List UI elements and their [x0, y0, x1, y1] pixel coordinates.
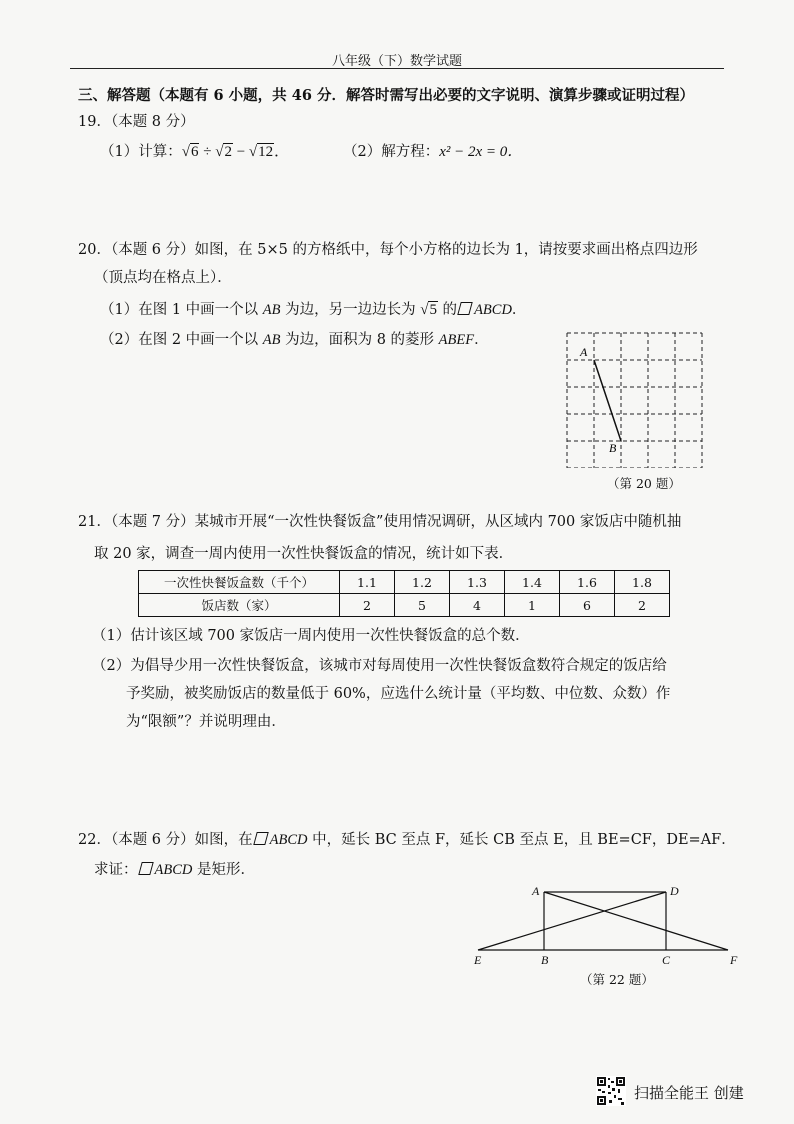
segment-ab: [594, 360, 621, 441]
table-cell: 1.2: [395, 571, 450, 594]
point-a-label: A: [580, 345, 588, 359]
q22-figure: [466, 878, 746, 968]
table-row-header: 饭店数（家）: [139, 594, 340, 617]
point-b-label: B: [609, 441, 617, 455]
table-cell: 1: [505, 594, 560, 617]
q21-part2-line2: 予奖励，被奖励饭店的数量低于 60%，应选什么统计量（平均数、中位数、众数）作: [126, 686, 671, 702]
q21-stat-table: [138, 570, 670, 617]
q21-part2-line1: （2）为倡导少用一次性快餐饭盒，该城市对每周使用一次性快餐饭盒数符合规定的饭店给: [92, 658, 667, 674]
q21-line2: 取 20 家，调查一周内使用一次性快餐饭盒的情况，统计如下表．: [94, 546, 514, 562]
q19-part1-label: （1）计算：: [100, 144, 182, 160]
q20-part1: （1）在图 1 中画一个以 AB 为边，另一边边长为 √5 的 ABCD．: [100, 302, 527, 318]
q20-line2: （顶点均在格点上）．: [94, 270, 232, 286]
table-row-header: 一次性快餐饭盒数（千个）: [139, 571, 340, 594]
q22-caption: （第 22 题）: [580, 972, 654, 987]
parallelogram-symbol: [457, 302, 472, 315]
q21-part1: （1）估计该区域 700 家饭店一周内使用一次性快餐饭盒的总个数．: [92, 628, 530, 644]
table-cell: 5: [395, 594, 450, 617]
point-e-label: E: [474, 953, 482, 967]
table-cell: 1.8: [615, 571, 670, 594]
header-rule: [70, 68, 724, 69]
table-cell: 2: [340, 594, 395, 617]
q21-part2-line3: 为“限额”？并说明理由．: [126, 714, 286, 730]
qr-code-icon: [596, 1076, 626, 1106]
point-b-label: B: [541, 953, 549, 967]
q19-part2-expr: x² − 2x = 0．: [439, 144, 523, 160]
point-a-label: A: [532, 884, 540, 898]
q19-heading: 19．（本题 8 分）: [78, 114, 195, 130]
table-cell: 6: [560, 594, 615, 617]
table-row: [139, 571, 670, 594]
point-c-label: C: [662, 953, 671, 967]
q22-line1: 22．（本题 6 分）如图，在 ABCD 中，延长 BC 至点 F，延长 CB 至点 E，且 BE=CF，DE=AF．: [78, 832, 736, 848]
page-header-title: 八年级（下）数学试题: [331, 54, 462, 69]
q19-part1-expr: √6 ÷ √2 − √12．: [181, 144, 290, 160]
point-f-label: F: [730, 953, 738, 967]
table-row: [139, 594, 670, 617]
q21-line1: 21．（本题 7 分）某城市开展“一次性快餐饭盒”使用情况调研，从区域内 700 家饭店中随机抽: [78, 514, 682, 530]
q19-part2: [343, 140, 522, 161]
q22-line2: 求证： ABCD 是矩形．: [94, 862, 255, 878]
table-cell: 1.6: [560, 571, 615, 594]
q19-part2-label: （2）解方程：: [343, 144, 440, 160]
table-cell: 1.1: [340, 571, 395, 594]
q20-figure-grid: [560, 328, 710, 468]
table-cell: 4: [450, 594, 505, 617]
q20-line1: 20．（本题 6 分）如图，在 5×5 的方格纸中，每个小方格的边长为 1，请按要求画出格点四边形: [78, 242, 698, 258]
point-d-label: D: [670, 884, 679, 898]
table-cell: 2: [615, 594, 670, 617]
parallelogram-symbol: [138, 862, 153, 875]
parallelogram-symbol: [253, 832, 268, 845]
footer-brand: 扫描全能王 创建: [634, 1084, 744, 1102]
q20-caption: （第 20 题）: [607, 476, 681, 491]
table-cell: 1.4: [505, 571, 560, 594]
table-cell: 1.3: [450, 571, 505, 594]
section-3-title: 三、解答题（本题有 6 小题，共 46 分．解答时需写出必要的文字说明、演算步骤或证明过程）: [78, 87, 694, 104]
q19-part1: [100, 140, 289, 161]
q20-part2: （2）在图 2 中画一个以 AB 为边，面积为 8 的菱形 ABEF．: [100, 332, 489, 348]
